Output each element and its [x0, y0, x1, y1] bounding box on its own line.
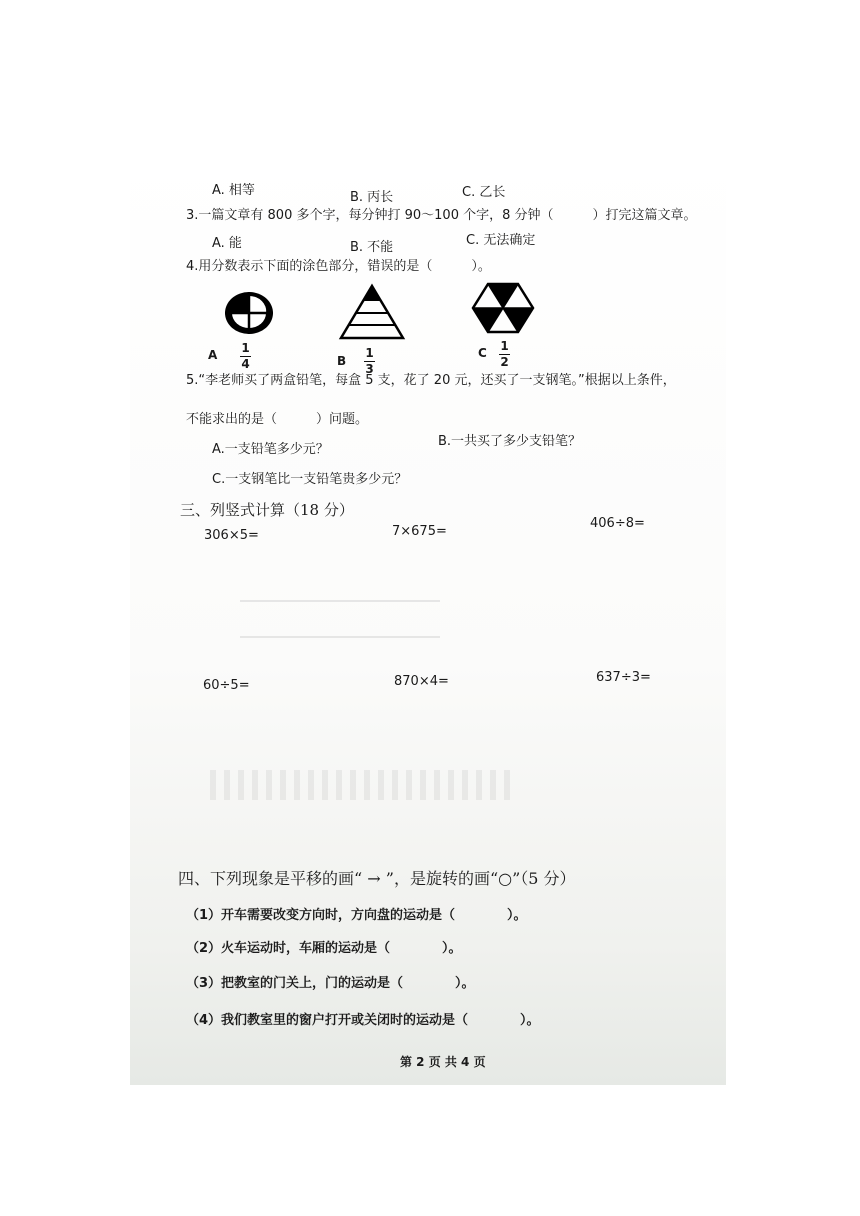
calc-problem: 7×675= — [392, 524, 447, 539]
hexagon-alternate-shaded-figure — [470, 281, 536, 335]
q5-stem-line2: 不能求出的是（ ）问题。 — [186, 412, 369, 427]
fraction-denominator: 3 — [365, 362, 374, 376]
q2-option-a: A. 相等 — [212, 183, 255, 198]
bleed-through-mark — [240, 600, 440, 638]
fraction-numerator: 1 — [241, 341, 250, 355]
calc-problem: 870×4= — [394, 674, 449, 689]
circle-quarter-shaded-figure — [222, 289, 276, 337]
q3-option-b: B. 不能 — [350, 240, 394, 255]
q4-option-b-letter: B — [337, 354, 347, 368]
q3-option-c: C. 无法确定 — [466, 233, 536, 248]
section4-item: （2）火车运动时，车厢的运动是（ ）。 — [186, 941, 462, 956]
q2-option-c: C. 乙长 — [462, 185, 506, 200]
section4-title: 四、下列现象是平移的画“ → ”，是旋转的画“○”（5 分） — [178, 869, 576, 888]
section3-title: 三、列竖式计算（18 分） — [180, 501, 354, 519]
section4-item: （4）我们教室里的窗户打开或关闭时的运动是（ ）。 — [186, 1013, 540, 1028]
q4-option-a-letter: A — [208, 348, 218, 362]
q4-option-c-letter: C — [478, 346, 487, 360]
section4-item: （3）把教室的门关上，门的运动是（ ）。 — [186, 976, 475, 991]
fraction-numerator: 1 — [365, 346, 374, 360]
fraction-numerator: 1 — [500, 339, 509, 353]
section4-item: （1）开车需要改变方向时，方向盘的运动是（ ）。 — [186, 908, 527, 923]
q5-option-b: B.一共买了多少支铅笔？ — [438, 434, 582, 449]
q3-option-a: A. 能 — [212, 236, 242, 251]
calc-problem: 60÷5= — [203, 678, 250, 693]
q4-option-a-fraction — [240, 342, 251, 371]
calc-problem: 406÷8= — [590, 516, 645, 531]
q4-stem: 4.用分数表示下面的涂色部分，错误的是（ ）。 — [186, 259, 491, 274]
q3-stem: 3.一篇文章有 800 多个字，每分钟打 90～100 个字，8 分钟（ ）打完这篇文章。 — [186, 208, 697, 223]
fraction-denominator: 4 — [241, 357, 250, 371]
bleed-through-mark — [210, 770, 510, 800]
fraction-denominator: 2 — [500, 355, 509, 369]
q2-option-b: B. 丙长 — [350, 190, 394, 205]
page-number: 第 2 页 共 4 页 — [400, 1055, 486, 1069]
q4-option-c-fraction — [499, 340, 510, 369]
q5-option-a: A.一支铅笔多少元？ — [212, 442, 329, 457]
q5-stem-line1: 5.“李老师买了两盒铅笔，每盒 5 支，花了 20 元，还买了一支钢笔。”根据以上条件， — [186, 373, 676, 388]
calc-problem: 306×5= — [204, 528, 259, 543]
triangle-top-shaded-figure — [338, 283, 406, 341]
q5-option-c: C.一支钢笔比一支铅笔贵多少元？ — [212, 472, 408, 487]
calc-problem: 637÷3= — [596, 670, 651, 685]
